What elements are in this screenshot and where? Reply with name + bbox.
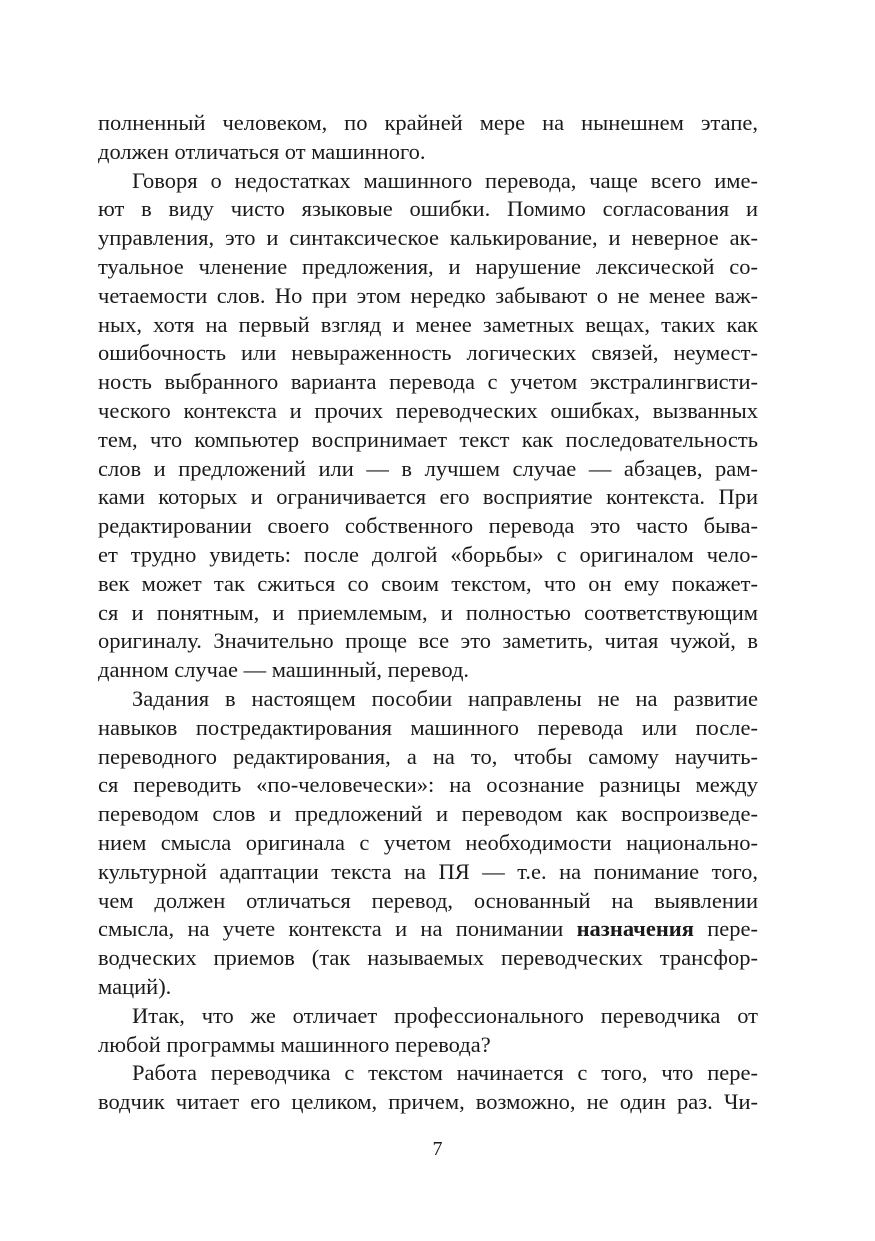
text-line: ся переводить «по-человечески»: на осознание разницы между — [98, 772, 758, 798]
text-line: редактировании своего собственного перевода это часто быва- — [98, 513, 758, 539]
text-line: водчик читает его целиком, причем, возможно, не один раз. Чи- — [98, 1089, 758, 1115]
bold-term: назначения — [576, 916, 694, 942]
paragraph-4 — [98, 1002, 758, 1060]
text-line: туальное членение предложения, и нарушение лексической со- — [98, 253, 758, 279]
text-line: переводного редактирования, а на то, чтобы самому научить- — [98, 743, 758, 769]
page-number: 7 — [432, 1138, 443, 1160]
text-line: ют в виду чисто языковые ошибки. Помимо согласования и — [98, 196, 758, 222]
text-line: Работа переводчика с текстом начинается с того, что пере- — [132, 1060, 758, 1086]
text-line: ся и понятным, и приемлемым, и полностью соответствующим — [98, 599, 758, 625]
text-line: тем, что компьютер воспринимает текст как последовательность — [98, 426, 758, 452]
paragraph-1 — [98, 109, 758, 167]
text-line: ность выбранного варианта перевода с учетом экстралингвисти- — [98, 369, 758, 395]
text-line: ческого контекста и прочих переводческих ошибках, вызванных — [98, 397, 758, 423]
text-line: чем должен отличаться перевод, основанный на выявлении — [98, 887, 758, 913]
text-line: навыков постредактирования машинного перевода или после- — [98, 714, 758, 740]
text-line: ками которых и ограничивается его восприятие контекста. При — [98, 484, 758, 510]
line-start: смысла, на учете контекста и на понимании — [98, 916, 564, 942]
text-line: четаемости слов. Но при этом нередко забывают о не менее важ- — [98, 282, 758, 308]
text-line: ных, хотя на первый взгляд и менее заметных вещах, таких как — [98, 311, 758, 337]
text-line: любой программы машинного перевода? — [98, 1031, 491, 1057]
text-line: маций). — [98, 973, 172, 999]
text-line: оригиналу. Значительно проще все это заметить, читая чужой, в — [98, 628, 758, 654]
paragraph-3 — [98, 685, 758, 1002]
text-line: должен отличаться от машинного. — [98, 138, 426, 164]
page-body — [98, 109, 758, 1117]
text-line: Говоря о недостатках машинного перевода, чаще всего име- — [132, 167, 758, 193]
text-line: культурной адаптации текста на ПЯ — т.е. на понимание того, — [98, 858, 758, 884]
text-line: данном случае — машинный, перевод. — [98, 657, 470, 683]
text-line: управления, это и синтаксическое калькирование, и неверное ак- — [98, 225, 758, 251]
line-tail: пере- — [693, 916, 758, 942]
text-line: полненный человеком, по крайней мере на нынешнем этапе, — [98, 110, 758, 135]
text-line: Итак, что же отличает профессионального переводчика от — [132, 1002, 758, 1028]
text-line: Задания в настоящем пособии направлены не на развитие — [132, 685, 758, 711]
text-line: переводом слов и предложений и переводом как воспроизведе- — [98, 801, 758, 827]
text-line-with-bold — [98, 915, 758, 944]
text-line: слов и предложений или — в лучшем случае — абзацев, рам- — [98, 455, 758, 481]
text-line: век может так сжиться со своим текстом, что он ему покажет- — [98, 570, 758, 596]
text-line: ошибочность или невыраженность логических связей, неумест- — [98, 340, 758, 366]
paragraph-2 — [98, 167, 758, 685]
text-line: ет трудно увидеть: после долгой «борьбы» с оригиналом чело- — [98, 541, 758, 567]
paragraph-5 — [98, 1059, 758, 1117]
text-line: водческих приемов (так называемых переводческих трансфор- — [98, 945, 758, 971]
text-line: нием смысла оригинала с учетом необходимости национально- — [98, 829, 758, 855]
